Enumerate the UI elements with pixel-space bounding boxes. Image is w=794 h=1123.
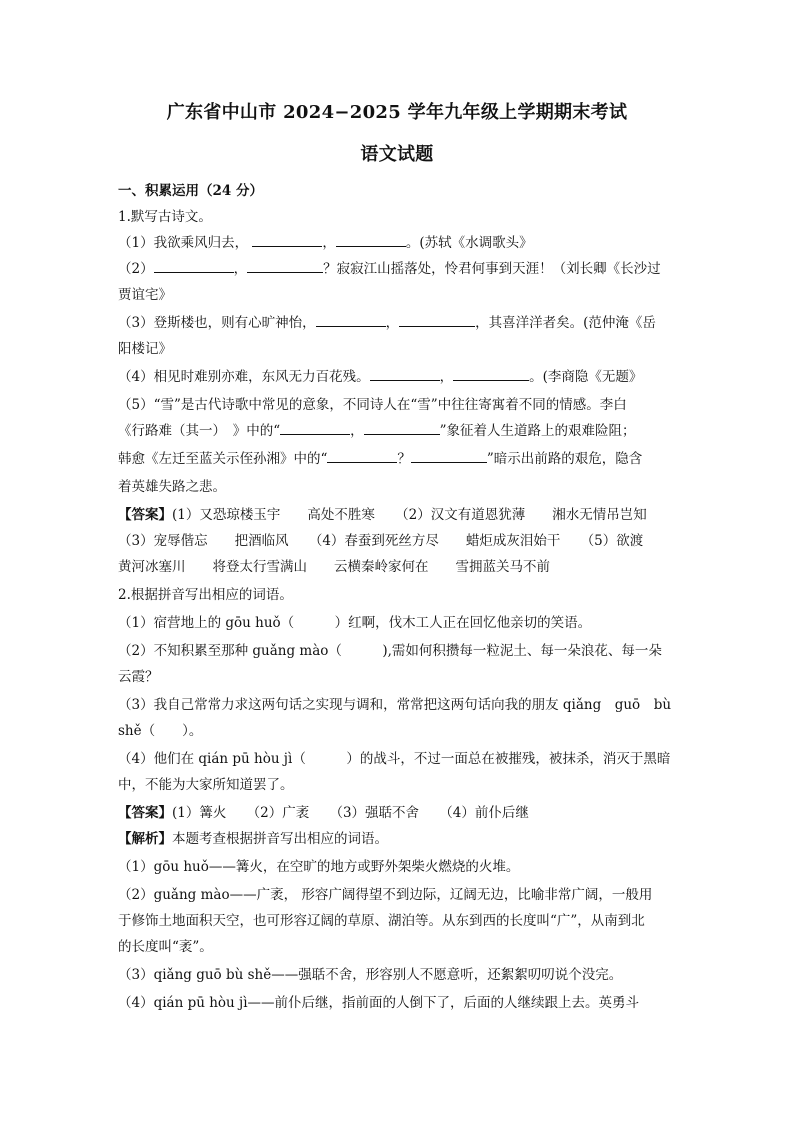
answer-blank[interactable] <box>280 419 350 435</box>
q2-analysis-3: （3）qiǎng guō bù shě——强聒不舍，形容别人不愿意听，还絮絮叨叨说个没完。 <box>118 967 623 983</box>
q1-item-1-text-a: （1）我欲乘风归去， <box>118 235 249 251</box>
q1-item-3 <box>118 310 678 336</box>
section-heading: 一、积累运用（24 分） <box>118 183 263 199</box>
answer-blank[interactable] <box>154 257 234 273</box>
exam-subtitle: 语文试题 <box>360 144 434 165</box>
q1-item-3-text-c: ，其喜洋洋者矣。(范仲淹《岳 <box>475 315 656 331</box>
q1-item-1 <box>118 230 678 256</box>
q1-item-4 <box>118 364 678 390</box>
answer-label: 【答案】 <box>118 805 172 821</box>
q2-analysis-2-cont-1: 于修饰土地面积天空，也可形容辽阔的草原、湖泊等。从东到西的长度叫“广”，从南到北 <box>118 913 645 929</box>
q1-item-4-text-b: ， <box>439 369 454 385</box>
q1-item-5-text-e: 韩愈《左迁至蓝关示侄孙湘》中的“ <box>118 451 328 467</box>
q2-item-4: （4）他们在 qián pū hòu jì（ ）的战斗，不过一面总在被摧残，被抹杀，消灭于黑暗 <box>118 751 671 767</box>
q1-item-5-text-c: ， <box>350 423 364 439</box>
q1-answer-cont-2: 黄河冰塞川 将登太行雪满山 云横秦岭家何在 雪拥蓝关马不前 <box>118 559 550 575</box>
answer-blank[interactable] <box>247 257 323 273</box>
q1-item-3-text-a: （3）登斯楼也，则有心旷神怡， <box>118 315 316 331</box>
q2-analysis-1: （1）gōu huǒ——篝火，在空旷的地方或野外架柴火燃烧的火堆。 <box>118 859 520 875</box>
answer-blank[interactable] <box>370 365 440 381</box>
q1-item-5-cont-3: 着英雄失路之悲。 <box>118 479 226 495</box>
q2-analysis-2: （2）guǎng mào——广袤， 形容广阔得望不到边际，辽阔无边，比喻非常广阔，一般用 <box>118 887 653 903</box>
q1-answer <box>118 502 678 528</box>
analysis-label: 【解析】 <box>118 831 172 847</box>
q1-item-3-cont: 阳楼记》 <box>118 341 172 357</box>
q2-item-4-cont: 中，不能为大家所知道罢了。 <box>118 777 294 793</box>
q1-item-2-cont: 贾谊宅》 <box>118 287 172 303</box>
q1-item-2-text-b: ， <box>233 261 248 277</box>
q1-heading: 1.默写古诗文。 <box>118 209 212 225</box>
q2-analysis-4: （4）qián pū hòu jì——前仆后继，指前面的人倒下了，后面的人继续跟上去。英勇斗 <box>118 995 640 1011</box>
q2-answer-text: (1）篝火 （2）广袤 （3）强聒不舍 （4）前仆后继 <box>172 805 529 821</box>
q1-item-5-text-g: ”暗示出前路的艰危，隐含 <box>486 451 643 467</box>
answer-blank[interactable] <box>411 447 487 463</box>
q2-analysis-intro: 本题考查根据拼音写出相应的词语。 <box>172 831 388 847</box>
q2-item-1: （1）宿营地上的 gōu huǒ（ ）红啊，伐木工人正在回忆他亲切的笑语。 <box>118 615 592 631</box>
q2-analysis <box>118 826 678 852</box>
q1-item-5-cont-2 <box>118 446 678 472</box>
q1-item-2-text-a: （2） <box>118 261 154 277</box>
q1-item-2 <box>118 256 678 282</box>
q1-item-5-cont-1 <box>118 418 678 444</box>
q1-item-5-text-d: ”象征着人生道路上的艰难险阻； <box>439 423 636 439</box>
q1-answer-cont-1: （3）宠辱偕忘 把酒临风 （4）春蚕到死丝方尽 蜡炬成灰泪始干 （5）欲渡 <box>118 533 644 549</box>
answer-blank[interactable] <box>316 311 386 327</box>
q1-item-5: （5）“雪”是古代诗歌中常见的意象，不同诗人在“雪”中往往寄寓着不同的情感。李白 <box>118 397 627 413</box>
q1-item-2-text-c: ？寂寂江山摇落处，怜君何事到天涯！（刘长卿《长沙过 <box>323 261 661 277</box>
answer-blank[interactable] <box>399 311 475 327</box>
answer-blank[interactable] <box>364 419 440 435</box>
q2-item-3-cont: shě（ ）。 <box>118 723 203 739</box>
q1-item-1-text-b: ， <box>322 235 336 251</box>
q1-item-4-text-a: （4）相见时难别亦难，东风无力百花残。 <box>118 369 370 385</box>
answer-blank[interactable] <box>336 231 406 247</box>
q1-item-5-text-f: ？ <box>397 451 411 467</box>
answer-blank[interactable] <box>453 365 529 381</box>
q1-item-4-text-c: 。(李商隐《无题》 <box>529 369 643 385</box>
q2-answer <box>118 800 678 826</box>
q1-answer-text-1: (1）又恐琼楼玉宇 高处不胜寒 （2）汉文有道恩犹薄 湘水无情吊岂知 <box>172 507 647 523</box>
q1-item-5-text-b: 《行路难（其一） 》中的“ <box>118 423 281 439</box>
q2-item-2: （2）不知积累至那种 guǎng mào（ ),需如何积攒每一粒泥土、每一朵浪花、每一朵 <box>118 643 662 659</box>
answer-label: 【答案】 <box>118 507 172 523</box>
exam-title: 广东省中山市 2024−2025 学年九年级上学期期末考试 <box>166 102 628 123</box>
answer-blank[interactable] <box>327 447 397 463</box>
q2-item-3: （3）我自己常常力求这两句话之实现与调和，常常把这两句话向我的朋友 qiǎng guō bù <box>118 697 672 713</box>
q2-heading: 2.根据拼音写出相应的词语。 <box>118 587 293 603</box>
q1-item-3-text-b: ， <box>385 315 400 331</box>
q1-item-1-text-c: 。(苏轼《水调歌头》 <box>405 235 533 251</box>
answer-blank[interactable] <box>252 231 322 247</box>
q2-item-2-cont: 云霞？ <box>118 669 159 685</box>
q2-analysis-2-cont-2: 的长度叫“袤”。 <box>118 939 213 955</box>
